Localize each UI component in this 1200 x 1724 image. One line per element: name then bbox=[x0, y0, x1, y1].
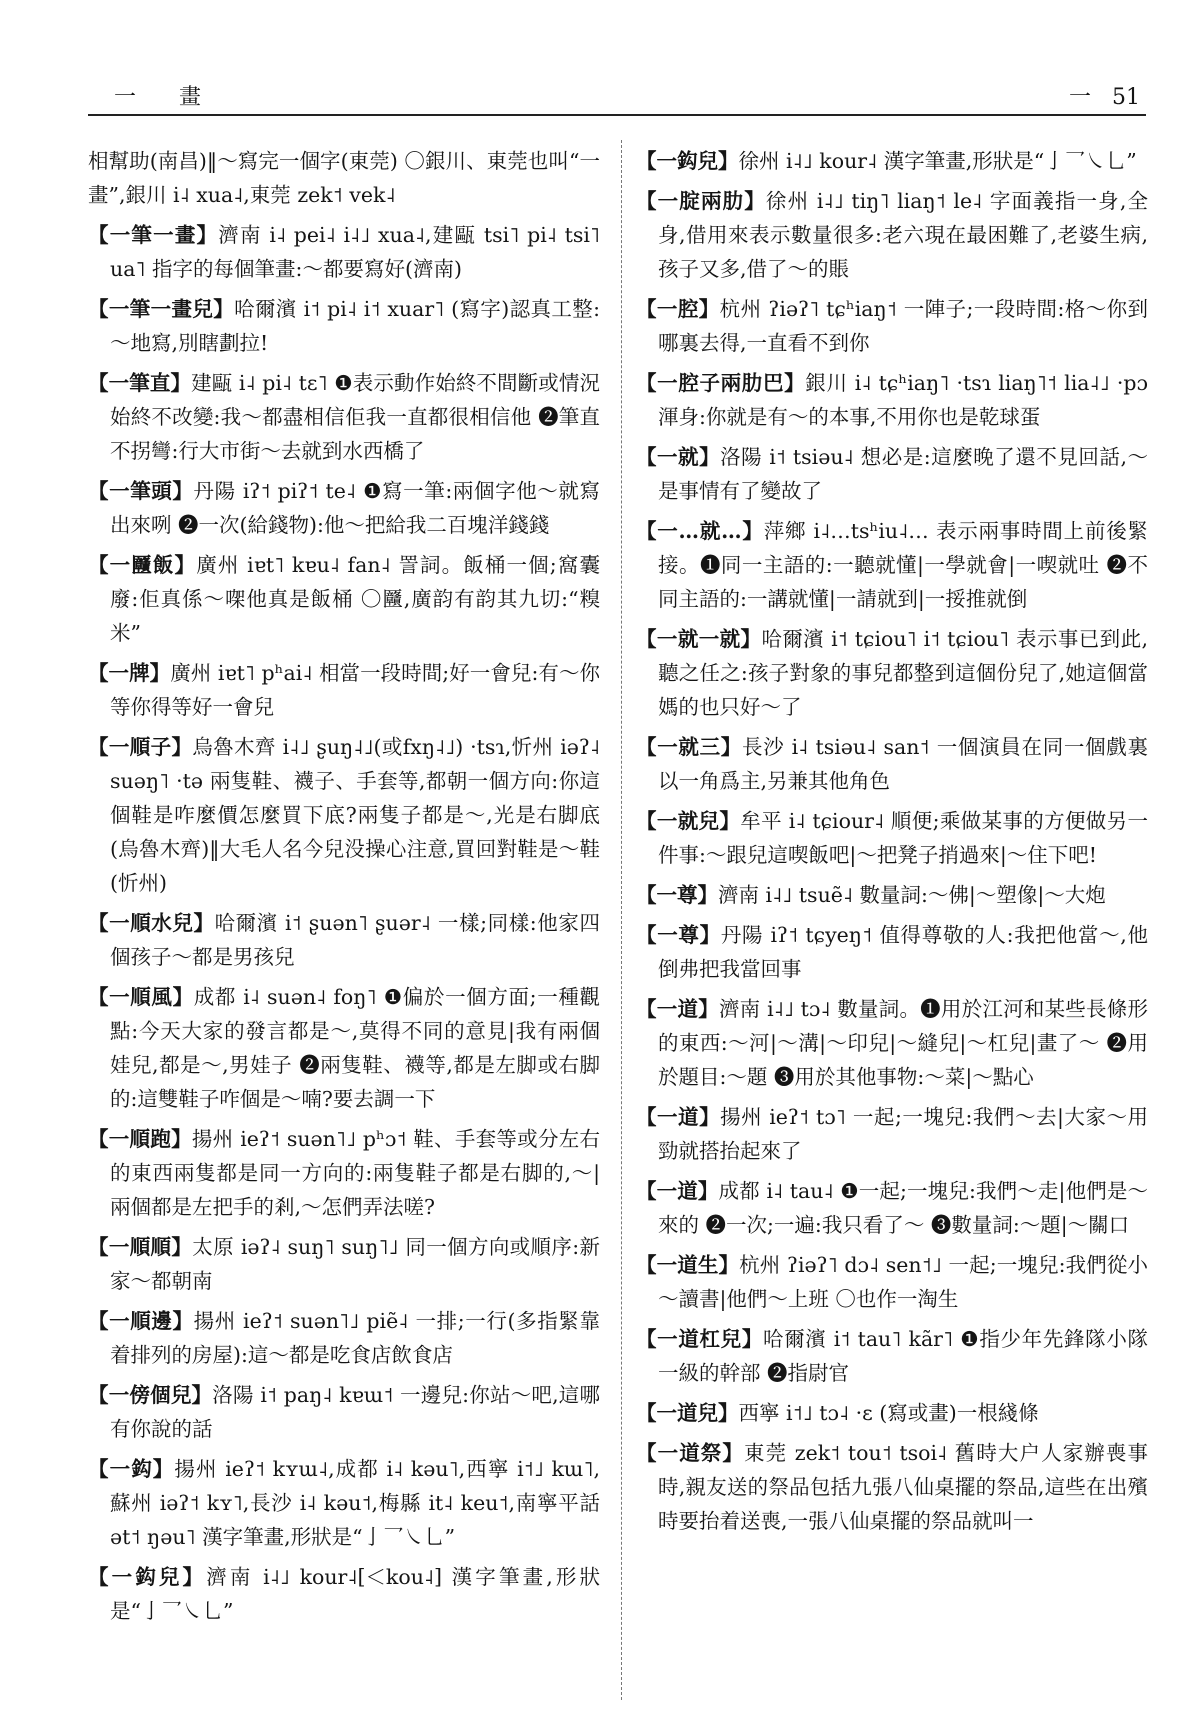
dictionary-entry bbox=[88, 656, 600, 724]
entry-definition: 洛陽 i˦ tsiəu˨ 想必是:這麼晚了還不見回話,～是事情有了變故了 bbox=[658, 445, 1148, 503]
entry-headword: 【一道】 bbox=[636, 1105, 721, 1129]
entry-definition: 銀川 i˨ tɕʰiaŋ˥ ·tsɿ liaŋ˥˦ lia˨˩ ·pɔ 渾身:你就是有～的本事,不用你也是乾球蛋 bbox=[658, 371, 1148, 429]
entry-definition: 西寧 i˦˩ tɔ˨ ·ɛ (寫或畫)一根綫條 bbox=[738, 1401, 1039, 1425]
entry-definition: 揚州 ieʔ˦ suən˥˩ piẽ˨ 一排;一行(多指緊靠着排列的房屋):這～都是吃食店飲食店 bbox=[110, 1309, 600, 1367]
entry-headword: 【一道杠兒】 bbox=[636, 1327, 764, 1351]
entry-definition: 徐州 i˨˩ kour˨ 漢字筆畫,形狀是“亅乛㇏乚” bbox=[738, 149, 1137, 173]
dictionary-entry bbox=[88, 906, 600, 974]
dictionary-entry bbox=[636, 1100, 1148, 1168]
dictionary-entry bbox=[636, 622, 1148, 724]
entry-headword: 【一筆一畫兒】 bbox=[88, 297, 235, 321]
entry-headword: 【一腔子兩肋巴】 bbox=[636, 371, 806, 395]
dictionary-entry bbox=[88, 1230, 600, 1298]
entry-headword: 【一腚兩肋】 bbox=[636, 189, 766, 213]
entry-definition: 廣州 iɐt˥ kɐu˨ fan˨ 詈詞。飯桶一個;窩囊廢:佢真係～㗎他真是飯桶 〇㔶,廣韵有韵其九切:“糗米” bbox=[110, 553, 600, 645]
dictionary-entry bbox=[636, 878, 1148, 912]
entry-definition: 牟平 i˨ tɕiour˨ 順便;乘做某事的方便做另一件事:～跟兒這喫飯吧|～把凳子捎過來|～住下吧! bbox=[658, 809, 1149, 867]
entry-headword: 【一鈎】 bbox=[88, 1457, 175, 1481]
entry-headword: 【一傍個兒】 bbox=[88, 1383, 213, 1407]
dictionary-entry bbox=[636, 144, 1148, 178]
dictionary-entry bbox=[636, 992, 1148, 1094]
entry-headword: 【一道祭】 bbox=[636, 1441, 744, 1465]
entry-definition: 成都 i˨ suən˨ foŋ˥ ❶偏於一個方面;一種觀點:今天大家的發言都是～,莫得不同的意見|我有兩個娃兒,都是～,男娃子 ❷兩隻鞋、襪等,都是左脚或右脚的:這雙鞋子咋個是～喃?要去調一下 bbox=[110, 985, 600, 1111]
entry-definition: 揚州 ieʔ˦ tɔ˥ 一起;一塊兒:我們～去|大家～用勁就搭抬起來了 bbox=[658, 1105, 1149, 1163]
dictionary-entry bbox=[88, 1122, 600, 1224]
entry-definition: 杭州 ʔiəʔ˥ dɔ˨ sen˦˩ 一起;一塊兒:我們從小～讀書|他們～上班 〇也作一淘生 bbox=[658, 1253, 1148, 1311]
entry-definition: 濟南 i˨˩ kour˨[＜kou˨] 漢字筆畫,形狀是“亅乛㇏乚” bbox=[110, 1565, 601, 1623]
entry-definition: 相幫助(南昌)‖～寫完一個字(東莞) 〇銀川、東莞也叫“一畫”,銀川 i˨ xua˨,東莞 zek˦ vek˨ bbox=[88, 149, 600, 207]
entry-headword: 【一就三】 bbox=[636, 735, 742, 759]
entry-definition: 東莞 zek˦ tou˦ tsoi˨ 舊時大户人家辦喪事時,親友送的祭品包括九張八仙桌擺的祭品,這些在出殯時要抬着送喪,一張八仙桌擺的祭品就叫一 bbox=[658, 1441, 1148, 1533]
entry-definition: 揚州 ieʔ˦ kʏɯ˨,成都 i˨ kəu˥,西寧 i˦˩ kɯ˥,蘇州 iəʔ˦ kʏ˥,長沙 i˨ kəu˦,梅縣 it˨ keu˦,南寧平話 ət˦ ŋəu˥ 漢字筆畫,形狀是“亅乛㇏乚” bbox=[110, 1457, 600, 1549]
dictionary-entry bbox=[88, 1452, 600, 1554]
running-head-page-number: 一 51 bbox=[1069, 85, 1140, 110]
entry-headword: 【一道】 bbox=[636, 997, 719, 1021]
dictionary-entry bbox=[88, 474, 600, 542]
dictionary-entry bbox=[88, 980, 600, 1116]
entry-definition: 廣州 iɐt˥ pʰai˨ 相當一段時間;好一會兒:有～你等你得等好一會兒 bbox=[110, 661, 600, 719]
dictionary-entry bbox=[636, 440, 1148, 508]
entry-definition: 杭州 ʔiəʔ˥ tɕʰiaŋ˦ 一陣子;一段時間:格～你到哪裏去得,一直看不到你 bbox=[658, 297, 1148, 355]
entry-definition: 濟南 i˨ pei˨ i˨˩ xua˨,建甌 tsi˥ pi˨ tsi˥ ua˥ 指字的每個筆畫:～都要寫好(濟南) bbox=[110, 223, 601, 281]
entry-definition: 成都 i˨ tau˨ ❶一起;一塊兒:我們～走|他們是～來的 ❷一次;一遍:我只看了～ ❸數量詞:～題|～關口 bbox=[658, 1179, 1148, 1237]
dictionary-entry bbox=[636, 366, 1148, 434]
dictionary-entry bbox=[636, 1248, 1148, 1316]
entry-definition: 哈爾濱 i˦ pi˨ i˦ xuar˥ (寫字)認真工整:～地寫,別瞎劃拉! bbox=[110, 297, 600, 355]
left-column bbox=[88, 144, 600, 1634]
entry-definition: 建甌 i˨ pi˨ tɛ˥ ❶表示動作始終不間斷或情況始終不改變:我～都盡相信佢我一直都很相信他 ❷筆直不拐彎:行大市街～去就到水西橋了 bbox=[110, 371, 600, 463]
dictionary-entry bbox=[88, 548, 600, 650]
entry-headword: 【一腔】 bbox=[636, 297, 720, 321]
entry-headword: 【一牌】 bbox=[88, 661, 171, 685]
entry-headword: 【一就兒】 bbox=[636, 809, 741, 833]
entry-headword: 【一順跑】 bbox=[88, 1127, 192, 1151]
entry-headword: 【一就】 bbox=[636, 445, 721, 469]
entry-headword: 【一鈎兒】 bbox=[88, 1565, 207, 1589]
entry-headword: 【一順水兒】 bbox=[88, 911, 215, 935]
dictionary-entry bbox=[636, 184, 1148, 286]
entry-definition: 哈爾濱 i˦ ʂuən˥ ʂuər˨ 一樣;同樣:他家四個孩子～都是男孩兒 bbox=[110, 911, 600, 969]
entry-definition: 烏魯木齊 i˨˩ ʂuŋ˨˩(或fxŋ˨˩) ·tsɿ,忻州 iəʔ˨ suəŋ˥ ·tə 兩隻鞋、襪子、手套等,都朝一個方向:你這個鞋是咋麼價怎麼買下底?兩隻子都是～,光是右脚底(烏魯木齊)‖大毛人名今兒没操心注意,買回對鞋是～鞋(忻州) bbox=[110, 735, 600, 895]
entry-headword: 【一就一就】 bbox=[636, 627, 762, 651]
dictionary-entry bbox=[636, 1396, 1148, 1430]
entry-headword: 【一順風】 bbox=[88, 985, 194, 1009]
entry-headword: 【一尊】 bbox=[636, 883, 718, 907]
dictionary-entry bbox=[636, 1174, 1148, 1242]
dictionary-entry bbox=[636, 514, 1148, 616]
running-head-section: 一 畫 bbox=[114, 85, 219, 110]
entry-headword: 【一鈎兒】 bbox=[636, 149, 739, 173]
entry-headword: 【一筆直】 bbox=[88, 371, 192, 395]
dictionary-entry bbox=[88, 730, 600, 900]
dictionary-entry bbox=[88, 292, 600, 360]
dictionary-entry bbox=[88, 1304, 600, 1372]
right-column bbox=[636, 144, 1148, 1544]
entry-definition: 萍鄉 i˨…tsʰiu˨… 表示兩事時間上前後緊接。❶同一主語的:一聽就懂|一學就會|一喫就吐 ❷不同主語的:一講就懂|一請就到|一挼推就倒 bbox=[658, 519, 1149, 611]
entry-definition: 徐州 i˨˩ tiŋ˥ liaŋ˦ le˨ 字面義指一身,全身,借用來表示數量很多:老六現在最困難了,老婆生病,孩子又多,借了～的賬 bbox=[658, 189, 1148, 281]
entry-headword: 【一筆頭】 bbox=[88, 479, 194, 503]
dictionary-entry bbox=[636, 1322, 1148, 1390]
dictionary-entry bbox=[88, 1378, 600, 1446]
dictionary-entry bbox=[88, 366, 600, 468]
entry-definition: 濟南 i˨˩ tsuẽ˨ 數量詞:～佛|～塑像|～大炮 bbox=[718, 883, 1106, 907]
dictionary-entry bbox=[636, 918, 1148, 986]
dictionary-entry bbox=[636, 730, 1148, 798]
entry-definition: 丹陽 iʔ˦ piʔ˦ te˨ ❶寫一筆:兩個字他～就寫出來咧 ❷一次(給錢物):他～把給我二百塊洋錢錢 bbox=[110, 479, 600, 537]
entry-headword: 【一尊】 bbox=[636, 923, 721, 947]
entry-definition: 哈爾濱 i˦ tau˥ kãr˥ ❶指少年先鋒隊小隊一級的幹部 ❷指尉官 bbox=[658, 1327, 1149, 1385]
entry-definition: 哈爾濱 i˦ tɕiou˥ i˦ tɕiou˥ 表示事已到此,聽之任之:孩子對象的事兒都整到這個份兒了,她這個當媽的也只好～了 bbox=[658, 627, 1149, 719]
dictionary-entry bbox=[88, 1560, 600, 1628]
dictionary-entry bbox=[636, 292, 1148, 360]
entry-headword: 【一順順】 bbox=[88, 1235, 193, 1259]
entry-definition: 揚州 ieʔ˦ suən˥˩ pʰɔ˦ 鞋、手套等或分左右的東西兩隻都是同一方向的:兩隻鞋子都是右脚的,～|兩個都是左把手的剎,～怎們弄法嗟? bbox=[110, 1127, 600, 1219]
entry-headword: 【一筆一畫】 bbox=[88, 223, 219, 247]
entry-definition: 濟南 i˨˩ tɔ˨ 數量詞。❶用於江河和某些長條形的東西:～河|～溝|～印兒|～縫兒|～杠兒|畫了～ ❷用於題目:～題 ❸用於其他事物:～菜|～點心 bbox=[658, 997, 1149, 1089]
dictionary-entry bbox=[636, 1436, 1148, 1538]
entry-headword: 【一…就…】 bbox=[636, 519, 764, 543]
dictionary-entry bbox=[88, 218, 600, 286]
entry-headword: 【一順邊】 bbox=[88, 1309, 194, 1333]
entry-definition: 太原 iəʔ˨ suŋ˥ suŋ˥˩ 同一個方向或順序:新家～都朝南 bbox=[110, 1235, 600, 1293]
entry-definition: 丹陽 iʔ˦ tɕyeŋ˦ 值得尊敬的人:我把他當～,他倒弗把我當回事 bbox=[658, 923, 1149, 981]
dictionary-entry bbox=[88, 144, 600, 212]
entry-headword: 【一順子】 bbox=[88, 735, 193, 759]
entry-definition: 長沙 i˨ tsiəu˨ san˦ 一個演員在同一個戲裏以一角爲主,另兼其他角色 bbox=[658, 735, 1149, 793]
entry-headword: 【一道兒】 bbox=[636, 1401, 739, 1425]
entry-headword: 【一道】 bbox=[636, 1179, 719, 1203]
entry-definition: 洛陽 i˦ paŋ˨ kɐɯ˦ 一邊兒:你站～吧,這哪有你說的話 bbox=[110, 1383, 601, 1441]
column-divider bbox=[621, 140, 623, 1700]
dictionary-entry bbox=[636, 804, 1148, 872]
page-header bbox=[88, 76, 1146, 116]
entry-headword: 【一道生】 bbox=[636, 1253, 740, 1277]
entry-headword: 【一㔶飯】 bbox=[88, 553, 197, 577]
